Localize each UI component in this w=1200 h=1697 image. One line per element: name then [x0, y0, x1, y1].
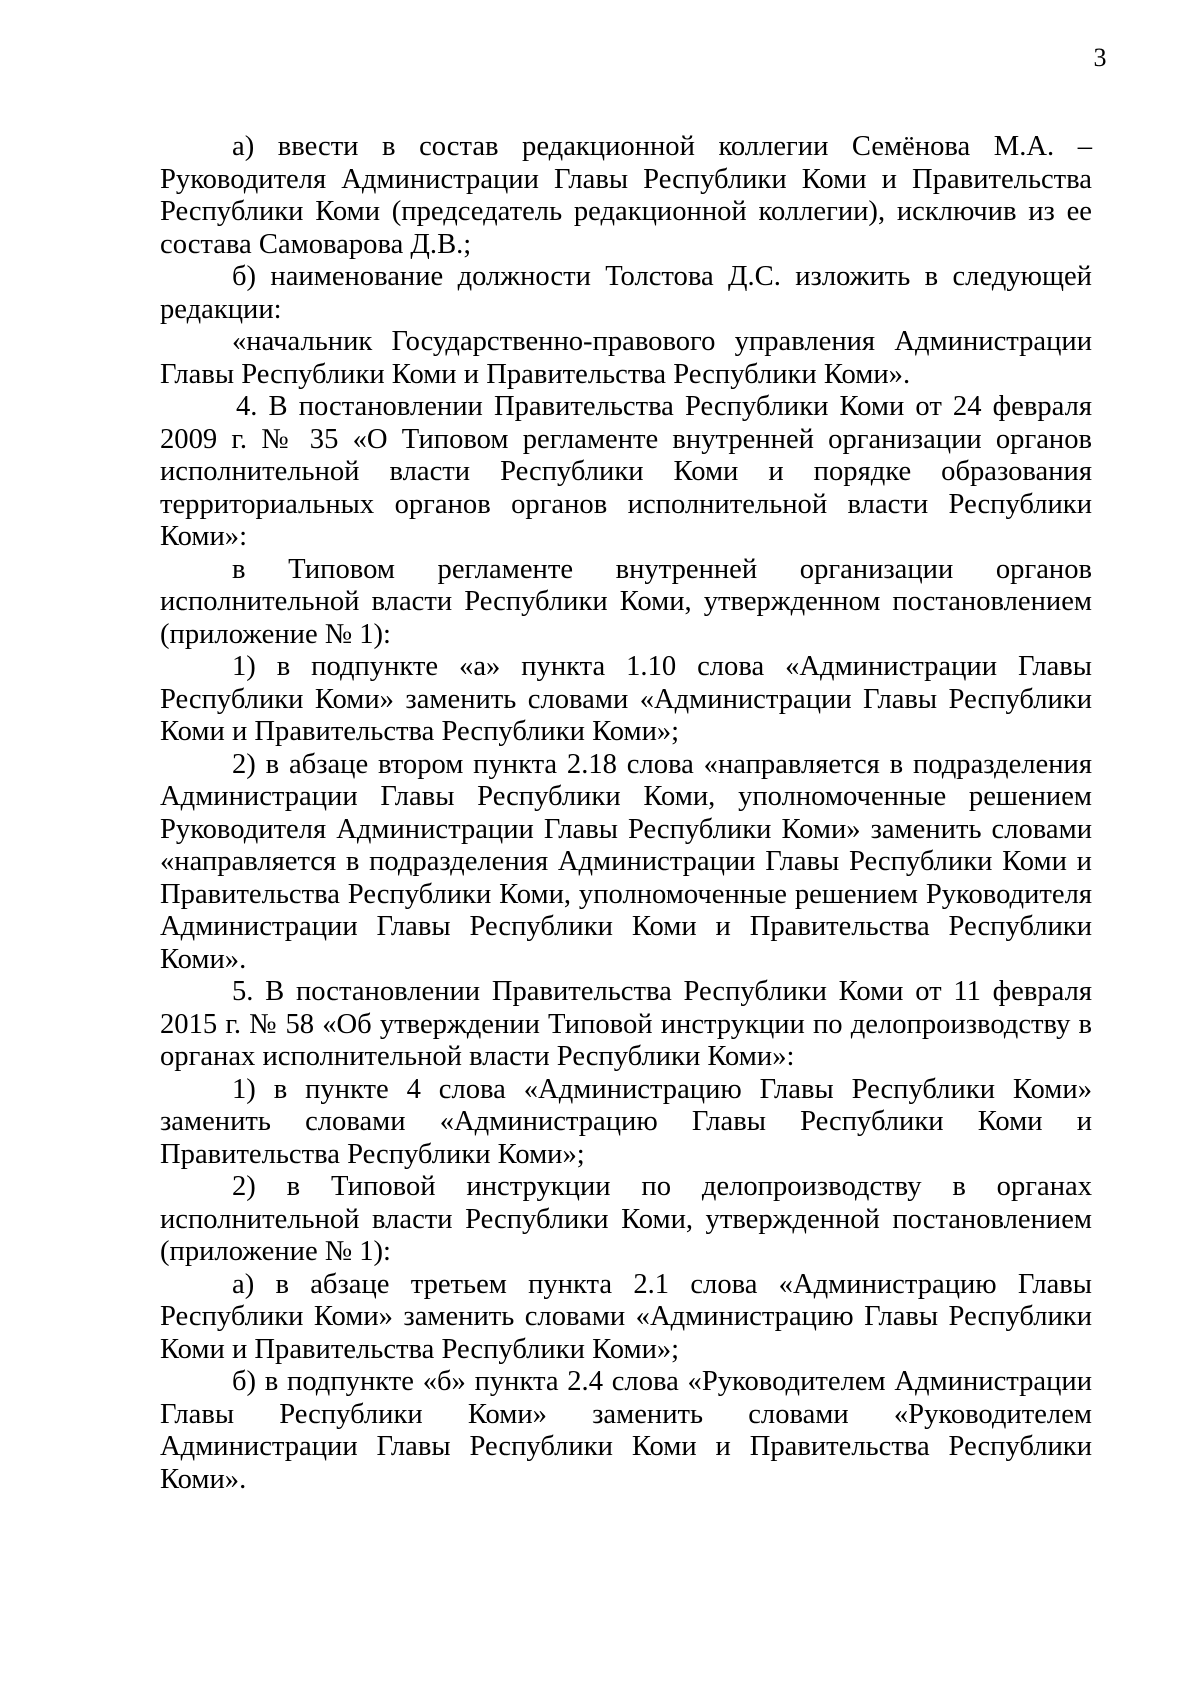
- paragraph-item-a: а) ввести в состав редакционной коллегии Семёнова М.А. – Руководителя Администрации Главы Республики Коми и Правительства Республики Коми (председатель редакционной коллегии), исключив из ее состава Самоварова Д.В.;: [160, 131, 1092, 260]
- paragraph-section-5-item-1: 1) в пункте 4 слова «Администрацию Главы Республики Коми» заменить словами «Администрацию Главы Республики Коми и Правительства Республики Коми»;: [160, 1073, 1092, 1170]
- paragraph-quote: «начальник Государственно-правового управления Администрации Главы Республики Коми и Правительства Республики Коми».: [160, 326, 1092, 390]
- paragraph-section-5-item-2a: а) в абзаце третьем пункта 2.1 слова «Администрацию Главы Республики Коми» заменить словами «Администрацию Главы Республики Коми и Правительства Республики Коми»;: [160, 1268, 1092, 1365]
- paragraph-section-5-item-2b: б) в подпункте «б» пункта 2.4 слова «Руководителем Администрации Главы Республики Коми» заменить словами «Руководителем Администрации Главы Республики Коми и Правительства Республики Коми».: [160, 1366, 1092, 1495]
- paragraph-section-4-item-2: 2) в абзаце втором пункта 2.18 слова «направляется в подразделения Администрации Главы Республики Коми, уполномоченные решением Руководителя Администрации Главы Республики Коми» заменить словами «направляется в подразделения Администрации Главы Республики Коми и Правительства Республики Коми, уполномоченные решением Руководителя Администрации Главы Республики Коми и Правительства Республики Коми».: [160, 748, 1092, 975]
- paragraph-section-4: 4. В постановлении Правительства Республики Коми от 24 февраля 2009 г. № 35 «О Типовом регламенте внутренней организации органов исполнительной власти Республики Коми и порядке образования территориальных органов органов исполнительной власти Республики Коми»:: [160, 391, 1092, 552]
- page-number: 3: [1093, 43, 1107, 72]
- paragraph-section-5-item-2: 2) в Типовой инструкции по делопроизводству в органах исполнительной власти Республики Коми, утвержденной постановлением (приложение № 1):: [160, 1171, 1092, 1267]
- document-body: [160, 131, 1092, 1496]
- paragraph-section-5: 5. В постановлении Правительства Республики Коми от 11 февраля 2015 г. № 58 «Об утверждении Типовой инструкции по делопроизводству в органах исполнительной власти Республики Коми»:: [160, 976, 1092, 1072]
- paragraph-section-4-item-1: 1) в подпункте «а» пункта 1.10 слова «Администрации Главы Республики Коми» заменить словами «Администрации Главы Республики Коми и Правительства Республики Коми»;: [160, 651, 1092, 747]
- paragraph-item-b: б) наименование должности Толстова Д.С. изложить в следующей редакции:: [160, 261, 1092, 325]
- paragraph-section-4-intro: в Типовом регламенте внутренней организации органов исполнительной власти Республики Коми, утвержденном постановлением (приложение № 1):: [160, 553, 1092, 650]
